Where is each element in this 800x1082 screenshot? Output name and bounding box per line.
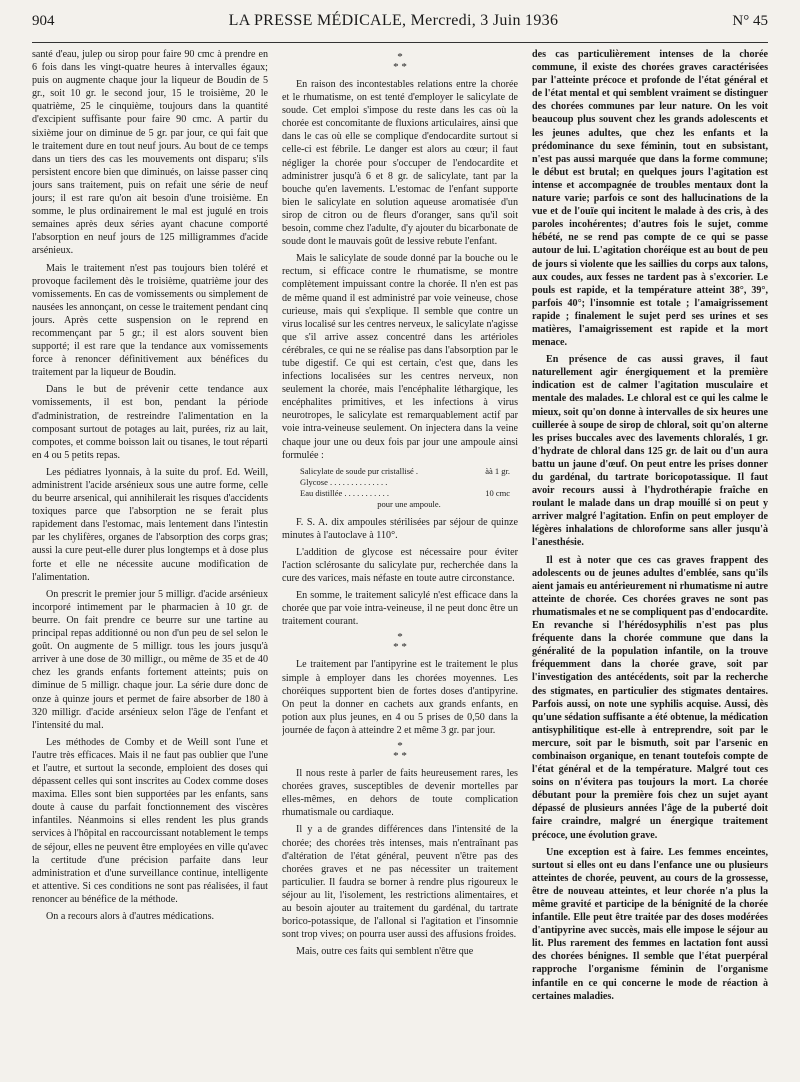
paragraph: Mais, outre ces faits qui semblent n'être que	[296, 946, 474, 958]
column-1	[32, 48, 268, 1070]
paragraph: L'addition de glycose est nécessaire pour éviter l'action sclérosante du salicylate pur, recherchée dans la cure des varices, mais néfaste en toute autre circonstance.	[282, 546, 518, 585]
page-number: 904	[32, 13, 55, 29]
section-separator: * * *	[393, 631, 407, 654]
paragraph: Une exception est à faire. Les femmes enceintes, surtout si elles ont eu dans l'enfance une ou plusieurs atteintes de chorée, peuvent, au cours de la grossesse, être de nouveau atteintes, et leur chorée n'a plus la même gravité et participe de la bénignité de la chorée infantile. Elle peut être traitée par des doses modérées d'antipyrine avec succès, mais elle impose le séjour au lit. Plus rarement des femmes en lactation font aussi des chorées bénignes. Il semble que l'état puerpéral rapproche l'organisme féminin de l'organisme infantile en ce qui concerne le mode de réaction à certaines maladies.	[532, 846, 768, 1002]
formula-line: pour une ampoule.	[377, 498, 441, 509]
paragraph: On prescrit le premier jour 5 milligr. d'acide arsénieux incorporé intimement par le pharmacien à 10 gr. de beurre. On fait prendre ce beurre sur une tartine au principal repas additionné ou non d'un peu de sel selon le goût. On augmente de 5 milligr. tous les jours jusqu'à arriver à une dose de 30 milligr., ou même de 35 et de 40 chez les grands enfants fortement atteints; puis on diminue de 5 milligr. chaque jour. La série dure donc de onze à quinze jours et permet de faire absorber de 180 à 320 milligr. d'acide arsénieux selon l'âge de l'enfant et l'intensité du mal.	[32, 588, 268, 731]
paragraph: On a recours alors à d'autres médications.	[46, 911, 215, 922]
paragraph: Il nous reste à parler de faits heureusement rares, les chorées graves, susceptibles de devenir mortelles par elles-mêmes, en dehors de toute complication rhumatismale ou cardiaque.	[282, 768, 518, 819]
paragraph: Il est à noter que ces cas graves frappent des adolescents ou de jeunes adultes d'emblée, sans qu'ils aient jamais eu antérieurement ni rhumatisme ni autre atteinte de chorée. Ces chorées graves ne sont pas rhumatismales et ne se compliquent pas d'endocardite. En revanche si l'hérédosyphilis n'est pas plus fréquente dans la chorée commune que dans la généralité de la population infantile, on la trouve fréquemment dans la chorée grave, soit par l'investigation des antécédents, soit par la recherche des stigmates, en particulier des stigmates dentaires. Parfois aussi, on note une syphilis acquise. Aussi, dès qu'une sédation suffisante a été obtenue, la médication antisyphilitique est-elle à entreprendre, soit par le mercure, soit par le bismuth, soit par l'arsenic en combinaison organique, en tenant toutefois compte de l'état général et de la température. Malgré tout ces soins on n'évitera pas toujours la mort. La chorée débutant pour la première fois chez un sujet ayant dépassé de plusieurs années l'âge de la puberté doit faire craindre, malgré un énergique traitement précoce, une évolution grave.	[532, 554, 768, 841]
paragraph: des cas particulièrement intenses de la chorée commune, il existe des chorées graves caractérisées par l'atteinte précoce et profonde de l'état général et de l'état mental et qui semblent vraiment se distinguer des chorées communes par leur nature. On les voit beaucoup plus souvent chez les grands adolescents et les jeunes adultes, que chez les enfants et la prédominance du sexe féminin, tout en subsistant, n'est pas aussi marquée que dans la forme commune; le début est brutal; en quelques jours l'agitation est intense et accompagnée de troubles mentaux dont la nature varie; parfois ce sont des hallucinations de la vue et de l'ouïe qui incitent le malade à des cris, à des paroles incohérentes; d'autres fois le sujet, comme hébété, ne se rend pas compte de ce qui se passe autour de lui. L'agitation choréique est au bout de peu de jours si violente que les saillies du corps aux talons, aux coudes, aux fesses ne tardent pas à s'excorier. Le pouls est rapide, et la température atteint 38°, 39°, parfois 40°; l'insomnie est totale ; l'amaigrissement rapide ; finalement le sujet perd ses urines et ses matières, l'amaigrissement est rapide et la mort menace.	[532, 49, 768, 349]
column-3	[532, 48, 768, 1070]
paragraph: Les pédiatres lyonnais, à la suite du prof. Ed. Weill, administrent l'acide arsénieux sous une autre forme, celle du beurre arsenical, qui annihilerait les risques d'accidents toxiques parce que l'absorption ne se ferait plus rapidement dans l'estomac, mais lentement dans l'intestin par les chylifères, organes de l'absorption des corps gras; aussi la cure peut-elle durer plus longtemps et à dose plus forte et elle ne nécessite aucune modification de l'alimentation.	[32, 466, 268, 583]
formula-line: Glycose . . . . . . . . . . . . . .	[300, 476, 388, 487]
paragraph: Le traitement par l'antipyrine est le traitement le plus simple à employer dans les chorées moyennes. Les choréiques supportent bien de fortes doses d'antipyrine. On peut la donner en cachets aux grands enfants, en potion aux plus jeunes, en 4 ou 5 prises de 0,50 dans la journée de façon à atteindre 2 et même 3 gr. par jour.	[282, 659, 518, 736]
paragraph: Les méthodes de Comby et de Weill sont l'une et l'autre très efficaces. Mais il ne faut pas oublier que l'une et l'autre, et surtout la seconde, emploient des doses qui dépassent celles qui sont inscrites au Codex comme doses maxima. Elles sont bien supportées par les enfants, sans doute à cause du parfait fonctionnement des viscères infantiles. Néanmoins si elles rendent les plus grands services à l'hôpital en raccourcissant notablement le temps de séjour, elles ne peuvent être employées en ville qu'avec la certitude d'une précision parfaite dans leur administration et d'une surveillance continue, intelligente et attentive. Si ces conditions ne sont pas réalisées, il faut renoncer au bénéfice de la méthode.	[32, 736, 268, 905]
paragraph: F. S. A. dix ampoules stérilisées par séjour de quinze minutes à l'autoclave à 110°.	[282, 516, 518, 541]
formula-line: Eau distillée . . . . . . . . . . .	[300, 487, 390, 498]
paragraph: En présence de cas aussi graves, il faut naturellement agir énergiquement et la première indication est de calmer l'agitation musculaire et mentale des malades. Le chloral est ce qui les calme le mieux, soit qu'on donne à intervalles de six heures une cuillerée à soupe de sirop de chloral, soit qu'on alterne les prises buccales avec des lavements chloralés, 1 gr. d'hydrate de chloral dans 125 gr. de lait ou d'un aura battu un jaune d'œuf. On peut entre les prises donner du gardénal, du tartrate boricopotassique. Il faut avoir recours aussi à l'hydrothérapie fraîche en roulant le malade dans un drap mouillé si on peut y arriver malgré l'agitation. Enfin on peut employer de légères inhalations de chloroforme sans aller jusqu'à l'anesthésie.	[532, 354, 768, 549]
paragraph: Mais le traitement n'est pas toujours bien toléré et provoque facilement dès le troisième, quatrième jour des vomissements. En cas de vomissements ou simplement de nausées les annonçant, on cesse le traitement pendant cinq jours. Après cette suspension on le reprend en recommençant par 5 gr.; il est alors souvent bien supporté; il est rare que la tendance aux vomissements force à renoncer définitivement aux bénéfices du traitement par la liqueur de Boudin.	[32, 262, 268, 379]
section-separator: * * *	[393, 740, 407, 763]
paragraph: santé d'eau, julep ou sirop pour faire 90 cmc à prendre en 6 fois dans les vingt-quatre heures à intervalles égaux; puis on augmente chaque jour la liqueur de Boudin de 5 gr., soit 10 gr. le second jour, 15 le troisième, 20 le quatrième, 25 le cinquième, toujours dans la quantité d'excipient suffisante pour faire 90 cmc. A partir du sixième jour on diminue de 5 gr. par jour, ce qui fait que le traitement dure en tout neuf jours. Au bout de ce temps dans un tiers des cas les mouvements ont disparu; s'ils persistent encore bien que diminués, on laisse passer cinq jours sans traitement, puis on refait une série de neuf jours; il est rare qu'on ait besoin d'une troisième. En somme, le plus ordinairement le mal est jugulé en trois semaines après deux séries ayant chacune comporté l'absorption en neuf jours de 125 milligrammes d'acide arsénieux.	[32, 49, 268, 257]
paragraph: Il y a de grandes différences dans l'intensité de la chorée; des chorées très intenses, mais n'entraînant pas d'altération de l'état général, peuvent n'être pas des chorées graves et ne pas nécessiter un traitement particulier. Il faudra se borner à rendre plus rigoureux le séjour au lit, l'isolement, les restrictions alimentaires, et au besoin ajouter au traitement du gardénal, du tartrate borico-potassique, de l'allonal si l'agitation et l'insomnie sont trop vives; on pourra user aussi des affusions froides.	[282, 824, 518, 941]
column-2	[282, 48, 518, 1070]
formula-dose: àà 1 gr.	[485, 465, 510, 476]
journal-title: LA PRESSE MÉDICALE, Mercredi, 3 Juin 1936	[228, 12, 559, 29]
paragraph: En raison des incontestables relations entre la chorée et le rhumatisme, on est tenté d'employer le salicylate de soude. Cet emploi s'impose du reste dans les cas où la chorée est concomitante de fluxions articulaires, ainsi que dans le cas où elle se complique d'endocardite surtout si celle-ci est fébrile. Le danger est alors au cœur; il faut négliger la chorée pour s'occuper de l'endocardite et administrer jusqu'à 6 et 8 gr. de salicylate, tant par la bouche qu'en lavements. L'estomac de l'enfant supporte bien le salicylate en solution aqueuse aromatisée d'un sirop de citron ou de fleurs d'oranger, sans qu'il soit besoin, comme chez l'adulte, d'y ajouter du bicarbonate de soude dont le mauvais goût de lessive rebute l'enfant.	[282, 79, 518, 248]
article-columns	[32, 48, 768, 1070]
paragraph: En somme, le traitement salicylé n'est efficace dans la chorée que par voie intra-veineuse, il ne peut donc être un traitement courant.	[282, 590, 518, 628]
issue-number: N° 45	[732, 13, 768, 29]
formula-line: Salicylate de soude pur cristallisé .	[300, 465, 419, 476]
formula-dose: 10 cmc	[485, 487, 510, 498]
section-separator: * * *	[393, 51, 407, 73]
prescription-formula	[300, 466, 518, 510]
page-header	[32, 12, 768, 43]
paragraph: Mais le salicylate de soude donné par la bouche ou le rectum, si efficace contre le rhumatisme, se montre complètement impuissant contre la chorée. Il n'en est pas de même quand il est administré par voie veineuse, chose curieuse, mais qui s'explique. Il semble que contre un virus localisé sur les centres nerveux, le salicylate n'agisse que s'il arrive assez concentré dans les artérioles cérébrales, ce qui ne se réalise pas dans l'absorption par le tube digestif. Ce qui est certain, c'est que, dans les infections localisées sur les centres nerveux, non seulement la chorée, mais l'encéphalite léthargique, les encéphalites primitives, et les infections à virus neurotropes, le salicylate est remarquablement actif par voie intra-veineuse seulement. On injectera dans la veine chaque jour une ou deux fois par jour une ampoule ainsi formulée :	[282, 253, 518, 461]
paragraph: Dans le but de prévenir cette tendance aux vomissements, il est bon, pendant la période d'administration, de restreindre l'alimentation en la composant surtout de potages au lait, purées, riz au lait, compotes, et comme boisson lait ou tisanes, le tout réparti en 4 ou 5 petits repas.	[32, 384, 268, 461]
